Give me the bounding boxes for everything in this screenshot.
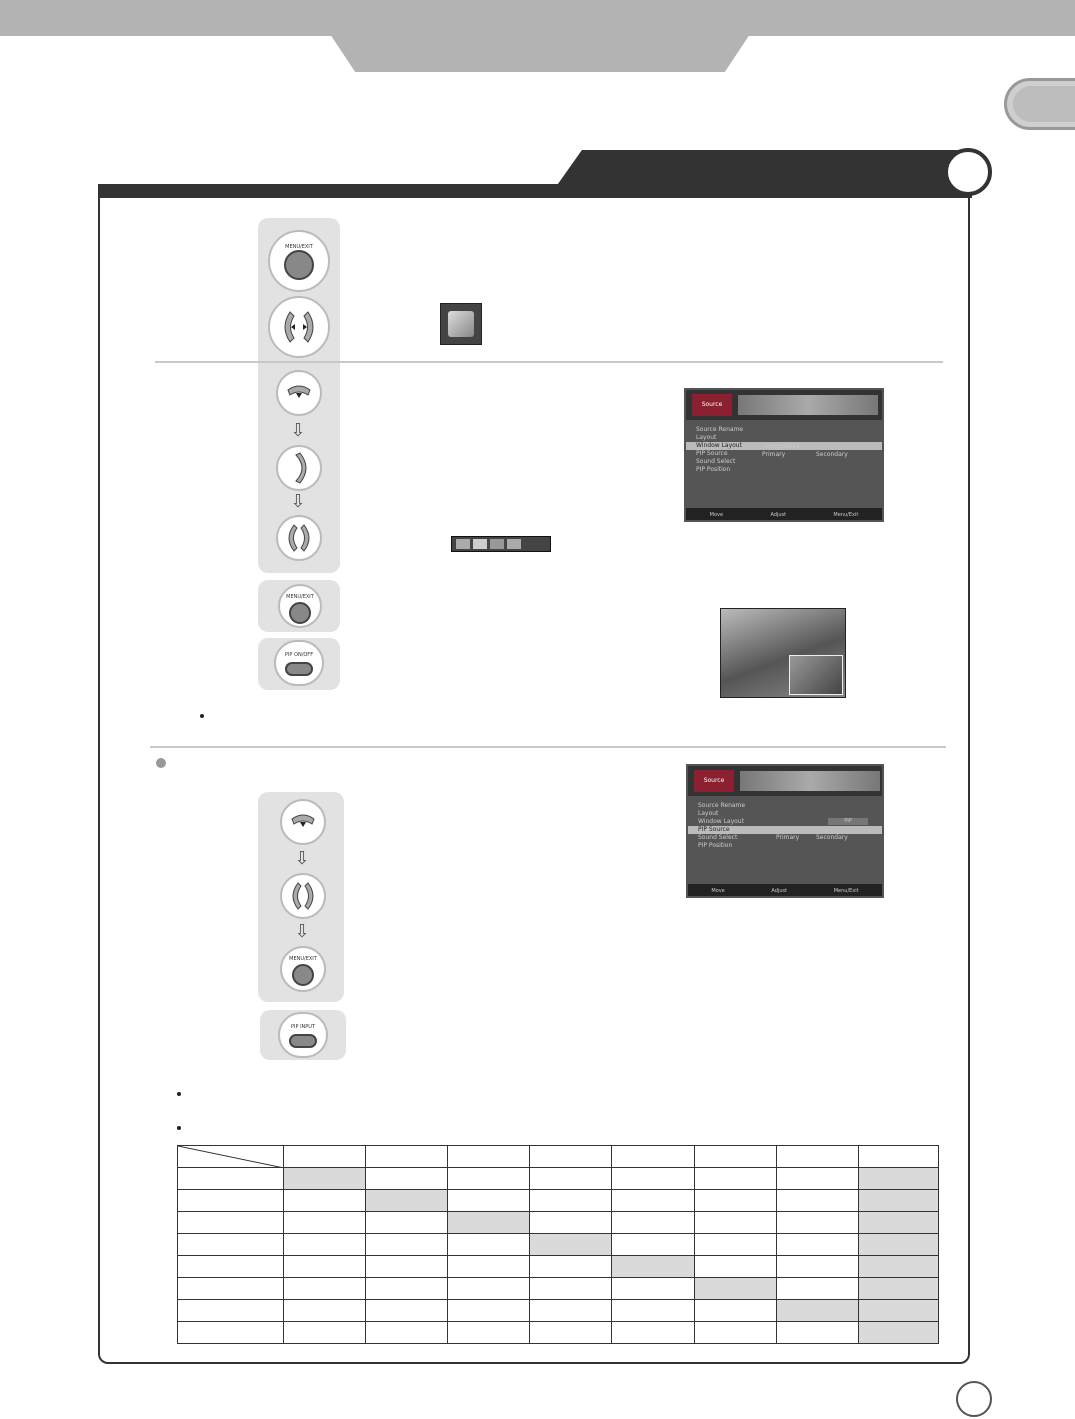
down-arrow-icon	[282, 801, 324, 843]
osd-screenshot-1	[684, 388, 884, 522]
table-row	[178, 1168, 939, 1190]
table-row	[178, 1300, 939, 1322]
menu-exit-label: MENU/EXIT	[286, 594, 314, 600]
page-number-circle	[956, 1381, 992, 1417]
osd-footer-item: Adjust	[771, 888, 788, 894]
down-button[interactable]	[280, 799, 326, 845]
menu-exit-knob	[284, 250, 314, 280]
osd-pip-source-value: Composite1	[764, 443, 800, 450]
osd-row: PIP Source	[688, 826, 882, 834]
pip-menu-icon	[440, 303, 482, 345]
window-layout-icons	[451, 536, 551, 552]
bullet	[177, 1126, 181, 1130]
menu-exit-label: MENU/EXIT	[289, 956, 317, 962]
osd-footer-item: Adjust	[770, 512, 787, 518]
flow-arrow-icon: ⇩	[294, 921, 310, 942]
section-dot-icon	[156, 758, 166, 768]
osd-footer-item: Menu/Exit	[833, 888, 859, 894]
top-tab	[330, 34, 750, 72]
osd-row: PIP Position	[698, 842, 733, 849]
down-arrow-icon	[278, 372, 320, 414]
osd-row: Window Layout	[698, 818, 744, 825]
down-button[interactable]	[276, 370, 322, 416]
osd-menu-icons	[738, 395, 878, 415]
osd-sound-primary: Primary	[762, 451, 786, 458]
bullet	[177, 1092, 181, 1096]
right-button[interactable]	[276, 445, 322, 491]
right-arrow-icon	[278, 447, 320, 489]
osd-row: PIP Source	[696, 450, 728, 457]
compatibility-table	[177, 1145, 939, 1344]
pip-on-off-button[interactable]	[274, 640, 324, 686]
osd-window-layout-value: PIP	[828, 818, 868, 825]
osd-sound-secondary: Secondary	[816, 834, 848, 841]
left-right-button[interactable]	[276, 515, 322, 561]
osd-footer-item: Move	[711, 888, 725, 894]
osd-screenshot-2	[686, 764, 884, 898]
bullet	[200, 714, 204, 718]
table-row	[178, 1322, 939, 1344]
top-band	[0, 0, 1075, 36]
osd-sound-secondary: Secondary	[816, 451, 848, 458]
left-right-arrows-icon	[278, 517, 320, 559]
table-row	[178, 1212, 939, 1234]
pip-example-photo	[720, 608, 846, 698]
osd-row: Sound Select	[696, 458, 736, 465]
menu-exit-button[interactable]	[278, 584, 322, 628]
table-row	[178, 1278, 939, 1300]
pip-on-off-label: PIP ON/OFF	[284, 652, 314, 658]
flow-arrow-icon: ⇩	[290, 420, 306, 441]
osd-row: PIP Position	[696, 466, 731, 473]
chapter-tab-inner	[1013, 86, 1075, 122]
left-right-arrows-icon	[270, 298, 328, 356]
osd-row: Source Rename	[698, 802, 746, 809]
table-row	[178, 1146, 939, 1168]
left-right-arrows-icon	[282, 875, 324, 917]
flow-arrow-icon: ⇩	[294, 848, 310, 869]
section-number-circle	[944, 148, 992, 196]
menu-exit-label: MENU/EXIT	[285, 244, 313, 250]
divider-1	[155, 361, 943, 363]
osd-row: Sound Select	[698, 834, 738, 841]
osd-sound-primary: Primary	[776, 834, 800, 841]
left-right-button[interactable]	[280, 873, 326, 919]
osd-row: Layout	[698, 810, 719, 817]
pip-input-label: PIP INPUT	[290, 1024, 316, 1030]
osd-footer-item: Move	[709, 512, 724, 518]
osd-footer-item: Menu/Exit	[833, 512, 859, 518]
diagonal-line	[178, 1146, 284, 1168]
flow-arrow-icon: ⇩	[290, 491, 306, 512]
left-right-button[interactable]	[268, 296, 330, 358]
table-corner-cell	[178, 1146, 284, 1168]
table-row	[178, 1234, 939, 1256]
table-row	[178, 1190, 939, 1212]
menu-exit-button[interactable]	[268, 230, 330, 292]
table-row	[178, 1256, 939, 1278]
osd-menu-icons	[740, 771, 880, 791]
osd-row: Layout	[696, 434, 717, 441]
menu-exit-button[interactable]	[280, 946, 326, 992]
divider-2	[150, 746, 946, 748]
osd-source-tab: Source	[694, 770, 734, 792]
osd-row: Source Rename	[696, 426, 744, 433]
osd-source-tab: Source	[692, 394, 732, 416]
pip-input-button[interactable]	[278, 1012, 328, 1058]
osd-row: Window Layout	[686, 442, 882, 450]
